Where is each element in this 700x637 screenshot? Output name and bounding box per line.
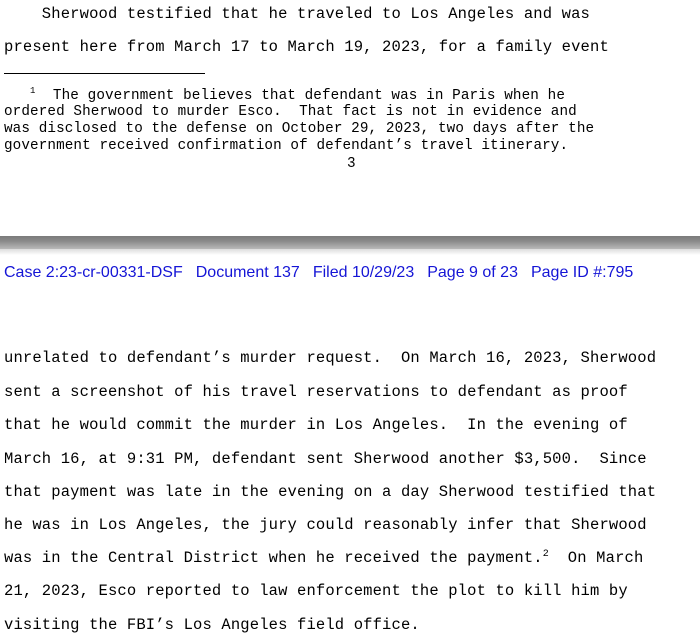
filed-date: Filed 10/29/23: [312, 264, 415, 281]
body-line: March 16, at 9:31 PM, defendant sent Sherwood another $3,500. Since: [4, 450, 647, 468]
previous-page: [0, 0, 700, 236]
body-line: present here from March 17 to March 19, 2023, for a family event: [4, 38, 609, 56]
body-line: visiting the FBI’s Los Angeles field office.: [4, 616, 420, 634]
page-of-count: Page 9 of 23: [427, 264, 518, 281]
body-line: 21, 2023, Esco reported to law enforcement the plot to kill him by: [4, 582, 628, 600]
body-line: unrelated to defendant’s murder request. On March 16, 2023, Sherwood: [4, 349, 657, 367]
footnote-text: The government believes that defendant was in Paris when he: [35, 88, 566, 104]
footnote-line: was disclosed to the defense on October 29, 2023, two days after the: [4, 121, 595, 137]
page-number: 3: [347, 156, 356, 172]
body-line: [4, 549, 643, 567]
footnote-line: government received confirmation of defendant’s travel itinerary.: [4, 138, 569, 154]
body-line: that payment was late in the evening on a day Sherwood testified that: [4, 483, 657, 501]
body-text: was in the Central District when he received the payment.: [4, 549, 543, 567]
page-break-divider: [0, 236, 700, 249]
body-text: On March: [548, 549, 644, 567]
body-line: sent a screenshot of his travel reservations to defendant as proof: [4, 383, 628, 401]
document-number: Document 137: [195, 264, 300, 281]
body-line: he was in Los Angeles, the jury could reasonably infer that Sherwood: [4, 516, 647, 534]
footnote-divider: [4, 73, 205, 74]
page-id: Page ID #:795: [530, 264, 634, 281]
case-number: Case 2:23-cr-00331-DSF: [4, 264, 183, 281]
footnote-marker: 1: [30, 86, 36, 96]
body-line: Sherwood testified that he traveled to Los Angeles and was: [4, 5, 590, 23]
footnote-line: ordered Sherwood to murder Esco. That fact is not in evidence and: [4, 104, 577, 120]
body-line: that he would commit the murder in Los Angeles. In the evening of: [4, 416, 628, 434]
case-header: [4, 264, 646, 282]
footnote-reference: 2: [542, 549, 549, 560]
page-break-shadow: [0, 249, 700, 255]
